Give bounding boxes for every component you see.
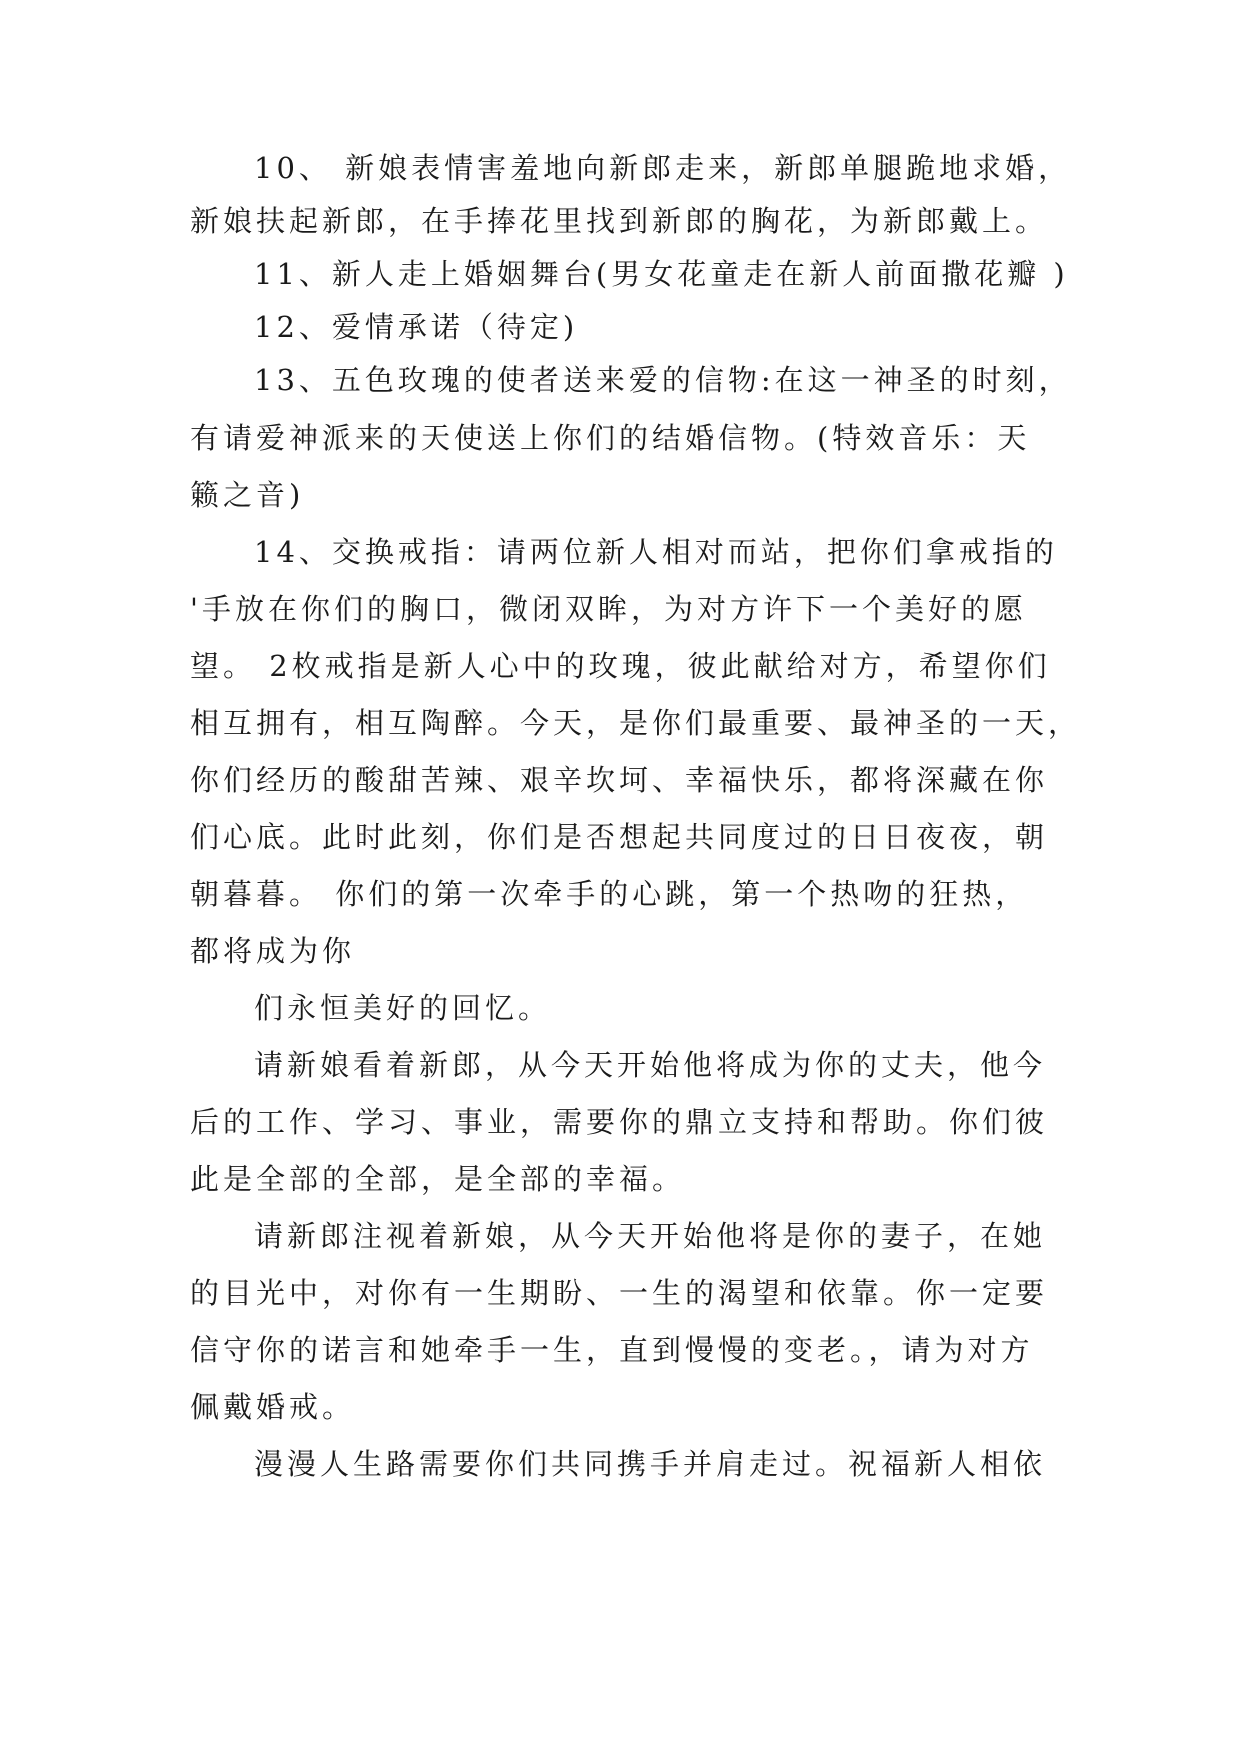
text-line: 籁之音) — [190, 478, 305, 512]
text-line: 佩戴婚戒。 — [190, 1390, 356, 1424]
text-line: 新娘扶起新郎，在手捧花里找到新郎的胸花，为新郎戴上。 — [190, 204, 1049, 238]
text-line: 的目光中，对你有一生期盼、一生的渴望和依靠。你一定要 — [190, 1276, 1049, 1310]
text-line: 朝暮暮。 你们的第一次牵手的心跳，第一个热吻的狂热， — [190, 877, 1029, 911]
text-line: 都将成为你 — [190, 934, 356, 968]
text-line: 请新郎注视着新娘，从今天开始他将是你的妻子，在她 — [254, 1219, 1047, 1253]
text-line: 们永恒美好的回忆。 — [254, 991, 552, 1025]
text-line: 13、五色玫瑰的使者送来爱的信物:在这一神圣的时刻， — [254, 363, 1072, 397]
text-line: 们心底。此时此刻，你们是否想起共同度过的日日夜夜，朝 — [190, 820, 1049, 854]
text-line: 12、爱情承诺（待定) — [254, 310, 579, 344]
text-line: 10、 新娘表情害羞地向新郎走来，新郎单腿跪地求婚， — [254, 151, 1072, 185]
text-line: 漫漫人生路需要你们共同携手并肩走过。祝福新人相依 — [254, 1447, 1047, 1481]
text-line: 相互拥有，相互陶醉。今天，是你们最重要、最神圣的一天， — [190, 706, 1082, 740]
text-line: 11、新人走上婚姻舞台(男女花童走在新人前面撒花瓣 ) — [254, 257, 1069, 291]
text-line: 此是全部的全部，是全部的幸福。 — [190, 1162, 686, 1196]
text-line: 14、交换戒指：请两位新人相对而站，把你们拿戒指的 — [254, 535, 1058, 569]
text-line: 请新娘看着新郎，从今天开始他将成为你的丈夫，他今 — [254, 1048, 1047, 1082]
text-line: 后的工作、学习、事业，需要你的鼎立支持和帮助。你们彼 — [190, 1105, 1049, 1139]
text-line: 你们经历的酸甜苦辣、艰辛坎坷、幸福快乐，都将深藏在你 — [190, 763, 1049, 797]
text-line: 有请爱神派来的天使送上你们的结婚信物。(特效音乐：天 — [190, 421, 1031, 455]
text-line: '手放在你们的胸口，微闭双眸，为对方许下一个美好的愿 — [190, 592, 1027, 626]
text-line: 信守你的诺言和她牵手一生，直到慢慢的变老。，请为对方 — [190, 1333, 1034, 1367]
text-line: 望。 2枚戒指是新人心中的玫瑰，彼此献给对方，希望你们 — [190, 649, 1051, 683]
